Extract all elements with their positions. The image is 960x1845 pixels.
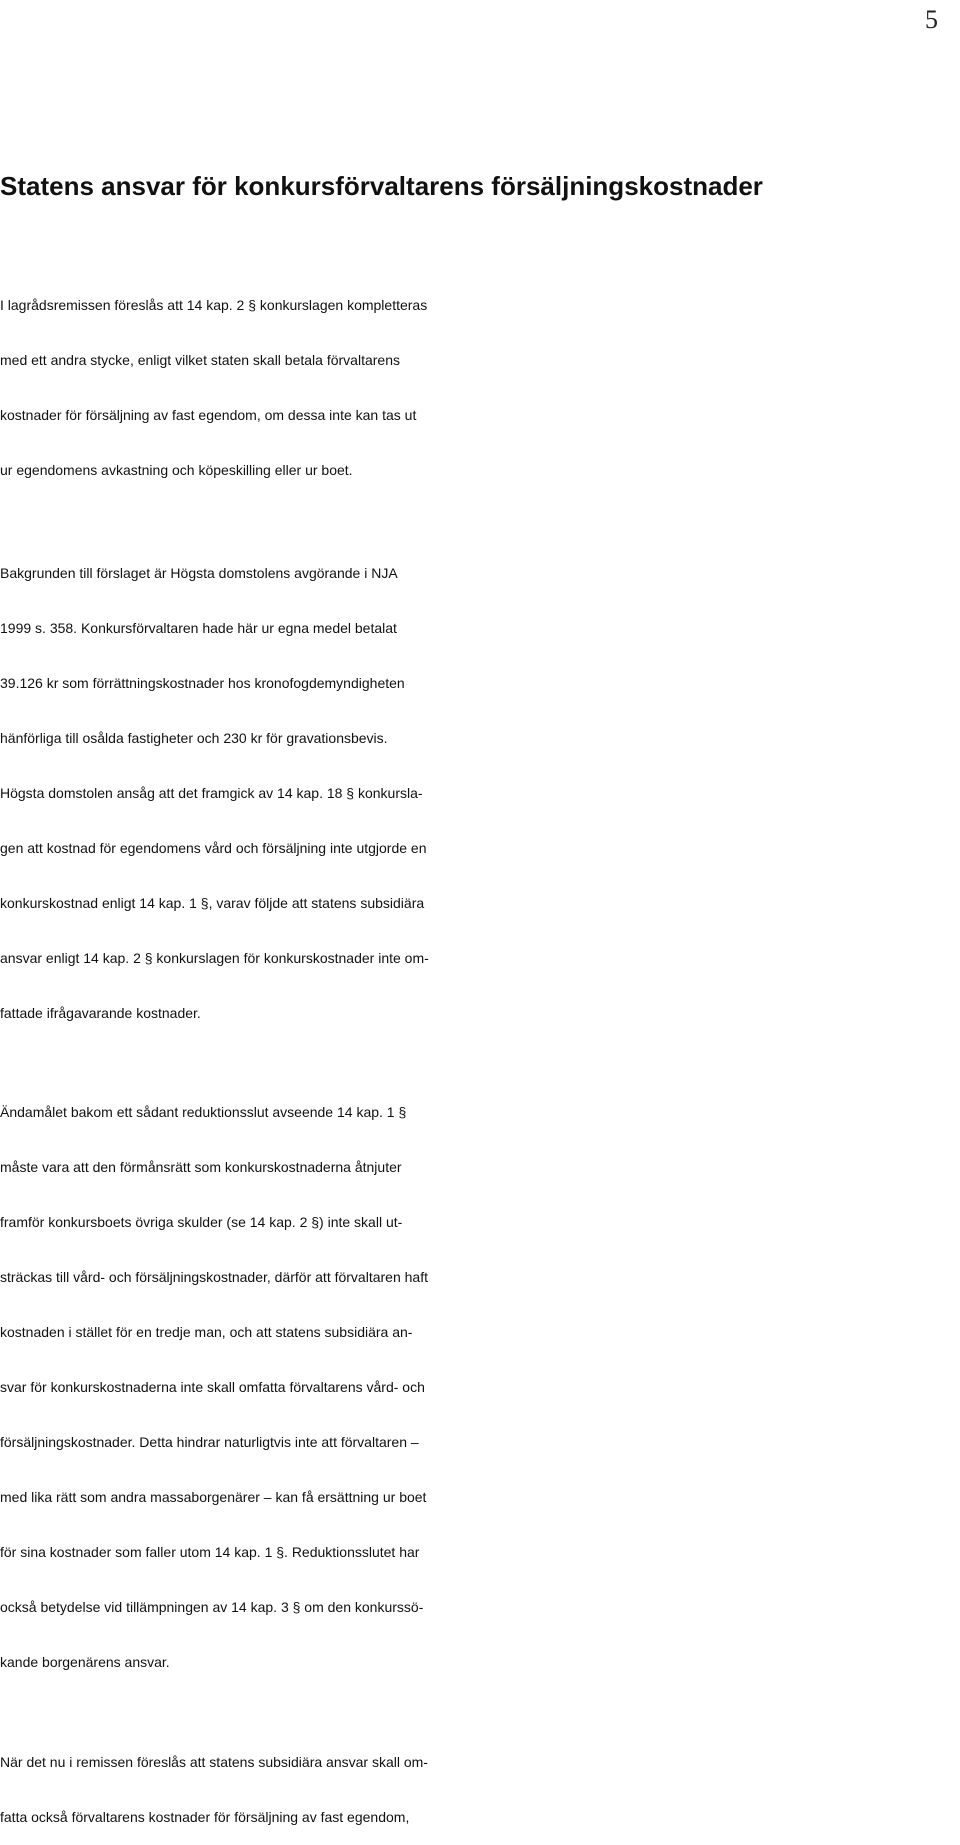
text-line: Ändamålet bakom ett sådant reduktionsslut avseende 14 kap. 1 § [0, 1104, 407, 1120]
text-line: Högsta domstolen ansåg att det framgick av 14 kap. 18 § konkursla- [0, 785, 423, 801]
text-line: 1999 s. 358. Konkursförvaltaren hade här ur egna medel betalat [0, 620, 397, 636]
text-line: ansvar enligt 14 kap. 2 § konkurslagen för konkurskostnader inte om- [0, 950, 429, 966]
text-line: När det nu i remissen föreslås att statens subsidiära ansvar skall om- [0, 1754, 428, 1770]
text-line: för sina kostnader som faller utom 14 kap. 1 §. Reduktionsslutet har [0, 1544, 420, 1560]
paragraph-2 [0, 546, 960, 1041]
paragraph-4 [0, 1735, 960, 1845]
text-line: kostnaden i stället för en tredje man, och att statens subsidiära an- [0, 1324, 413, 1340]
text-line: måste vara att den förmånsrätt som konkurskostnaderna åtnjuter [0, 1159, 402, 1175]
text-line: sträckas till vård- och försäljningskostnader, därför att förvaltaren haft [0, 1269, 428, 1285]
text-line: 39.126 kr som förrättningskostnader hos kronofogdemyndigheten [0, 675, 405, 691]
text-line: I lagrådsremissen föreslås att 14 kap. 2 § konkurslagen kompletteras [0, 297, 428, 313]
text-line: försäljningskostnader. Detta hindrar naturligtvis inte att förvaltaren – [0, 1434, 419, 1450]
page-number: 5 [925, 5, 938, 34]
text-line: fattade ifrågavarande kostnader. [0, 1005, 201, 1021]
text-line: hänförliga till osålda fastigheter och 230 kr för gravationsbevis. [0, 730, 388, 746]
text-line: fatta också förvaltarens kostnader för försäljning av fast egendom, [0, 1809, 410, 1825]
text-line: med ett andra stycke, enligt vilket staten skall betala förvaltarens [0, 352, 400, 368]
text-line: med lika rätt som andra massaborgenärer – kan få ersättning ur boet [0, 1489, 427, 1505]
paragraph-3 [0, 1085, 960, 1690]
text-line: ur egendomens avkastning och köpeskilling eller ur boet. [0, 462, 353, 478]
text-line: kostnader för försäljning av fast egendom, om dessa inte kan tas ut [0, 407, 417, 423]
text-line: svar för konkurskostnaderna inte skall omfatta förvaltarens vård- och [0, 1379, 425, 1395]
text-line: gen att kostnad för egendomens vård och försäljning inte utgjorde en [0, 840, 427, 856]
text-line: också betydelse vid tillämpningen av 14 kap. 3 § om den konkurssö- [0, 1599, 424, 1615]
paragraph-1 [0, 278, 960, 498]
text-line: framför konkursboets övriga skulder (se 14 kap. 2 §) inte skall ut- [0, 1214, 403, 1230]
text-line: konkurskostnad enligt 14 kap. 1 §, varav följde att statens subsidiära [0, 895, 425, 911]
text-line: Bakgrunden till förslaget är Högsta domstolens avgörande i NJA [0, 565, 398, 581]
section-heading: Statens ansvar för konkursförvaltarens försäljningskostnader [0, 171, 763, 201]
text-line: kande borgenärens ansvar. [0, 1654, 170, 1670]
